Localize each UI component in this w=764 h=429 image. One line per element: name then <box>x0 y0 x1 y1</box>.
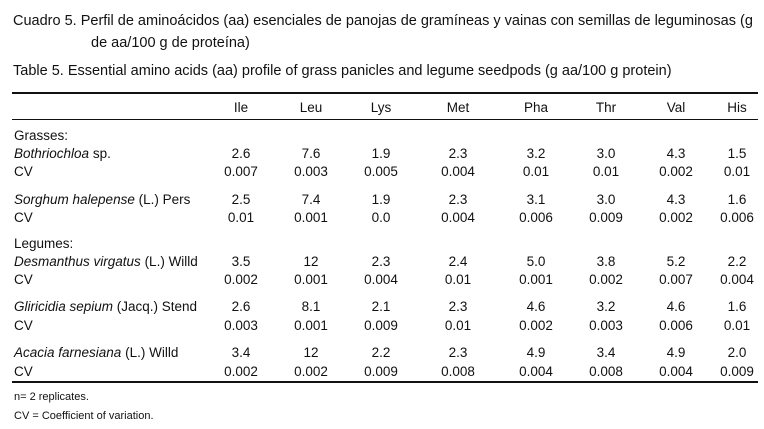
species-name <box>14 299 197 315</box>
cv-label: CV <box>14 318 33 333</box>
column-header-leu: Leu <box>299 100 323 115</box>
footnote-cv: CV = Coefficient of variation. <box>14 410 154 422</box>
cv-cell: 0.009 <box>364 364 398 379</box>
cv-cell: 0.003 <box>294 164 328 179</box>
value-cell: 4.3 <box>666 192 686 207</box>
cv-cell: 0.009 <box>589 210 623 225</box>
species-name <box>14 146 111 162</box>
cv-cell: 0.004 <box>519 364 553 379</box>
value-cell: 1.9 <box>371 146 391 161</box>
species-name-italic: Sorghum halepense <box>14 192 135 207</box>
species-name-italic: Desmanthus virgatus <box>14 254 141 269</box>
value-cell: 2.6 <box>231 146 251 161</box>
cv-cell: 0.008 <box>441 364 475 379</box>
value-cell: 3.0 <box>596 192 616 207</box>
species-name-italic: Gliricidia sepium <box>14 299 114 314</box>
cv-cell: 0.002 <box>519 318 553 333</box>
value-cell: 5.0 <box>526 254 546 269</box>
cv-cell: 0.002 <box>224 272 258 287</box>
cv-cell: 0.01 <box>723 318 751 333</box>
value-cell: 4.9 <box>526 345 546 360</box>
table-header-rule <box>12 119 758 120</box>
table-bottom-rule <box>12 381 758 383</box>
cv-label: CV <box>14 272 33 287</box>
value-cell: 3.4 <box>231 345 251 360</box>
value-cell: 12 <box>303 345 319 360</box>
value-cell: 2.2 <box>371 345 391 360</box>
cv-cell: 0.004 <box>441 164 475 179</box>
cv-cell: 0.007 <box>224 164 258 179</box>
cv-cell: 0.002 <box>659 210 693 225</box>
cv-cell: 0.003 <box>224 318 258 333</box>
cv-cell: 0.01 <box>444 272 472 287</box>
value-cell: 2.1 <box>371 299 391 314</box>
value-cell: 12 <box>303 254 319 269</box>
value-cell: 4.6 <box>666 299 686 314</box>
value-cell: 4.3 <box>666 146 686 161</box>
cv-label: CV <box>14 210 33 225</box>
value-cell: 2.6 <box>231 299 251 314</box>
column-header-thr: Thr <box>595 100 617 115</box>
cv-cell: 0.002 <box>589 272 623 287</box>
value-cell: 2.2 <box>727 254 747 269</box>
column-header-pha: Pha <box>523 100 549 115</box>
group-label-legumes: Legumes: <box>14 236 74 251</box>
cv-cell: 0.01 <box>444 318 472 333</box>
value-cell: 2.3 <box>448 345 468 360</box>
column-header-val: Val <box>666 100 686 115</box>
column-header-his: His <box>727 100 747 115</box>
value-cell: 1.6 <box>727 299 747 314</box>
cv-cell: 0.002 <box>224 364 258 379</box>
species-name-italic: Acacia farnesiana <box>14 345 122 360</box>
cv-cell: 0.004 <box>441 210 475 225</box>
column-header-ile: Ile <box>233 100 249 115</box>
value-cell: 7.6 <box>301 146 321 161</box>
value-cell: 4.6 <box>526 299 546 314</box>
value-cell: 8.1 <box>301 299 321 314</box>
cv-cell: 0.004 <box>720 272 754 287</box>
species-name <box>14 192 190 208</box>
cv-cell: 0.009 <box>364 318 398 333</box>
value-cell: 3.0 <box>596 146 616 161</box>
cv-cell: 0.0 <box>371 210 391 225</box>
value-cell: 2.4 <box>448 254 468 269</box>
value-cell: 2.3 <box>448 146 468 161</box>
cv-cell: 0.005 <box>364 164 398 179</box>
value-cell: 1.5 <box>727 146 747 161</box>
cv-cell: 0.006 <box>659 318 693 333</box>
cv-cell: 0.006 <box>720 210 754 225</box>
value-cell: 7.4 <box>301 192 321 207</box>
caption-english: Table 5. Essential amino acids (aa) profile of grass panicles and legume seedpods (g aa/100 g protein) <box>13 63 672 79</box>
cv-cell: 0.001 <box>294 210 328 225</box>
caption-spanish-line2: de aa/100 g de proteína) <box>91 35 250 51</box>
cv-cell: 0.001 <box>294 272 328 287</box>
species-authority: (Jacq.) Stend <box>113 299 198 314</box>
value-cell: 2.5 <box>231 192 251 207</box>
value-cell: 3.8 <box>596 254 616 269</box>
cv-cell: 0.009 <box>720 364 754 379</box>
cv-cell: 0.01 <box>522 164 550 179</box>
value-cell: 4.9 <box>666 345 686 360</box>
cv-cell: 0.001 <box>294 318 328 333</box>
value-cell: 2.0 <box>727 345 747 360</box>
caption-spanish-line1: Cuadro 5. Perfil de aminoácidos (aa) esenciales de panojas de gramíneas y vainas con semillas de leguminosas (g <box>13 13 753 29</box>
value-cell: 1.9 <box>371 192 391 207</box>
cv-cell: 0.001 <box>519 272 553 287</box>
column-header-met: Met <box>446 100 470 115</box>
species-authority: (L.) Willd <box>121 345 179 360</box>
cv-cell: 0.01 <box>723 164 751 179</box>
species-name <box>14 345 178 361</box>
footnote-replicates: n= 2 replicates. <box>14 391 89 403</box>
species-authority: (L.) Willd <box>140 254 198 269</box>
species-authority: (L.) Pers <box>134 192 191 207</box>
value-cell: 2.3 <box>448 192 468 207</box>
value-cell: 3.2 <box>526 146 546 161</box>
cv-cell: 0.002 <box>659 164 693 179</box>
value-cell: 2.3 <box>448 299 468 314</box>
cv-cell: 0.007 <box>659 272 693 287</box>
species-name <box>14 254 198 270</box>
cv-cell: 0.002 <box>294 364 328 379</box>
group-label-grasses: Grasses: <box>14 128 69 143</box>
column-header-lys: Lys <box>370 100 392 115</box>
value-cell: 3.2 <box>596 299 616 314</box>
value-cell: 1.6 <box>727 192 747 207</box>
species-name-italic: Bothriochloa <box>14 146 90 161</box>
cv-cell: 0.003 <box>589 318 623 333</box>
value-cell: 3.1 <box>526 192 546 207</box>
species-authority: sp. <box>89 146 111 161</box>
value-cell: 5.2 <box>666 254 686 269</box>
cv-cell: 0.004 <box>659 364 693 379</box>
cv-label: CV <box>14 364 33 379</box>
cv-cell: 0.01 <box>592 164 620 179</box>
cv-cell: 0.008 <box>589 364 623 379</box>
cv-cell: 0.01 <box>227 210 255 225</box>
cv-cell: 0.006 <box>519 210 553 225</box>
value-cell: 2.3 <box>371 254 391 269</box>
value-cell: 3.4 <box>596 345 616 360</box>
cv-cell: 0.004 <box>364 272 398 287</box>
table-top-rule <box>12 92 758 94</box>
cv-label: CV <box>14 164 33 179</box>
value-cell: 3.5 <box>231 254 251 269</box>
